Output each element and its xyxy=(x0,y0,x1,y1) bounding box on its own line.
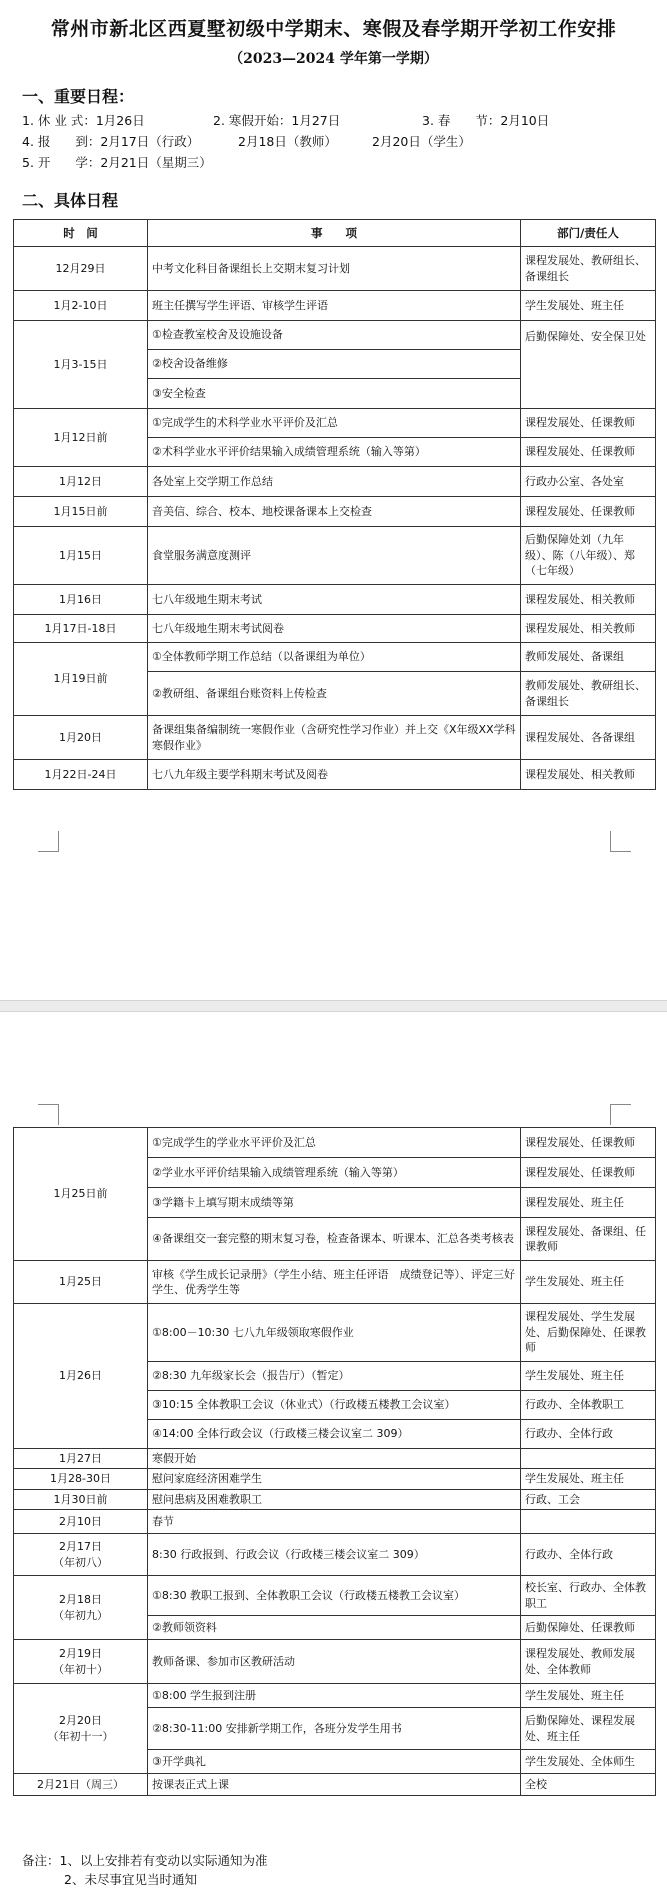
cell-dept: 课程发展处、相关教师 xyxy=(521,585,656,615)
section-heading-schedule: 二、具体日程 xyxy=(22,191,119,210)
cell-time: 1月12日前 xyxy=(14,409,148,467)
cell-item: ③10:15 全体教职工会议（休业式）（行政楼五楼教工会议室） xyxy=(148,1391,521,1420)
cell-dept: 后勤保障处刘（九年级）、陈（八年级）、郑（七年级） xyxy=(521,527,656,585)
table-row xyxy=(14,467,656,497)
cell-item: 中考文化科目备课组长上交期末复习计划 xyxy=(148,247,521,291)
time-lunar: （年初八） xyxy=(53,1555,108,1569)
cell-dept: 全校 xyxy=(521,1774,656,1796)
cell-time xyxy=(14,1576,148,1640)
cell-dept: 学生发展处、班主任 xyxy=(521,1261,656,1304)
cell-item: 教师备课、参加市区教研活动 xyxy=(148,1640,521,1684)
cell-dept: 后勤保障处、课程发展处、班主任 xyxy=(521,1708,656,1750)
cell-dept: 教师发展处、备课组 xyxy=(521,643,656,672)
table-row xyxy=(14,615,656,643)
time-lunar: （年初十） xyxy=(53,1662,108,1676)
cell-dept: 课程发展处、任课教师 xyxy=(521,497,656,527)
date-item-spring-festival: 3. 春 节：2月10日 xyxy=(422,113,550,128)
time-lunar: （年初十一） xyxy=(47,1729,114,1743)
cell-time: 2月10日 xyxy=(14,1510,148,1534)
cell-time: 1月15日前 xyxy=(14,497,148,527)
cell-dept: 课程发展处、教师发展处、全体教师 xyxy=(521,1640,656,1684)
cell-time: 1月25日前 xyxy=(14,1128,148,1261)
cell-dept: 行政办、全体教职工 xyxy=(521,1391,656,1420)
cell-time: 2月21日（周三） xyxy=(14,1774,148,1796)
page-corner-mark xyxy=(610,831,631,852)
cell-time xyxy=(14,1640,148,1684)
document-subtitle: （2023—2024 学年第一学期） xyxy=(229,51,438,67)
cell-item: 审核《学生成长记录册》（学生小结、班主任评语 成绩登记等）、评定三好学生、优秀学生等 xyxy=(148,1261,521,1304)
cell-item: ①8:00 学生报到注册 xyxy=(148,1684,521,1708)
cell-item: ②教师领资料 xyxy=(148,1616,521,1640)
cell-item: ③学籍卡上填写期末成绩等第 xyxy=(148,1188,521,1218)
table-row xyxy=(14,1684,656,1708)
cell-item: 音美信、综合、校本、地校课备课本上交检查 xyxy=(148,497,521,527)
cell-item: 慰问患病及困难教职工 xyxy=(148,1489,521,1509)
table-row xyxy=(14,1640,656,1684)
cell-dept: 课程发展处、任课教师 xyxy=(521,1128,656,1158)
cell-dept: 课程发展处、班主任 xyxy=(521,1188,656,1218)
header-dept: 部门/责任人 xyxy=(521,220,656,247)
cell-dept: 后勤保障处、安全保卫处 xyxy=(521,321,656,409)
schedule-table-part1 xyxy=(13,219,656,790)
cell-dept: 课程发展处、任课教师 xyxy=(521,438,656,467)
cell-dept: 课程发展处、任课教师 xyxy=(521,1158,656,1188)
cell-time: 1月25日 xyxy=(14,1261,148,1304)
cell-time: 1月22日-24日 xyxy=(14,760,148,790)
cell-time: 1月15日 xyxy=(14,527,148,585)
cell-dept: 课程发展处、教研组长、备课组长 xyxy=(521,247,656,291)
cell-dept: 课程发展处、相关教师 xyxy=(521,615,656,643)
date-item-winter-break: 2. 寒假开始：1月27日 xyxy=(213,113,341,128)
table-row xyxy=(14,585,656,615)
table-row xyxy=(14,247,656,291)
cell-dept: 学生发展处、班主任 xyxy=(521,1684,656,1708)
cell-item: 寒假开始 xyxy=(148,1449,521,1469)
cell-dept xyxy=(521,1510,656,1534)
cell-item: ①完成学生的学业水平评价及汇总 xyxy=(148,1128,521,1158)
cell-dept: 校长室、行政办、全体教职工 xyxy=(521,1576,656,1616)
table-row xyxy=(14,1510,656,1534)
table-row xyxy=(14,1576,656,1616)
time-date: 2月18日 xyxy=(59,1593,102,1607)
time-lunar: （年初九） xyxy=(53,1608,108,1622)
table-row xyxy=(14,1489,656,1509)
cell-time: 1月19日前 xyxy=(14,643,148,716)
table-row xyxy=(14,760,656,790)
cell-item: 8:30 行政报到、行政会议（行政楼三楼会议室二 309） xyxy=(148,1534,521,1576)
cell-dept: 行政办、全体行政 xyxy=(521,1534,656,1576)
cell-dept: 学生发展处、班主任 xyxy=(521,1469,656,1489)
table-row xyxy=(14,527,656,585)
cell-dept: 学生发展处、班主任 xyxy=(521,291,656,321)
document-title: 常州市新北区西夏墅初级中学期末、寒假及春学期开学初工作安排 xyxy=(50,18,617,40)
date-item-report-teachers: 2月18日（教师） xyxy=(238,134,337,149)
cell-time xyxy=(14,1684,148,1774)
cell-item: ④14:00 全体行政会议（行政楼三楼会议室二 309） xyxy=(148,1420,521,1449)
table-row xyxy=(14,1774,656,1796)
cell-item: ④备课组交一套完整的期末复习卷，检查备课本、听课本、汇总各类考核表 xyxy=(148,1218,521,1261)
cell-item: ②8:30 九年级家长会（报告厅）（暂定） xyxy=(148,1362,521,1391)
header-time: 时 间 xyxy=(14,220,148,247)
cell-time: 1月12日 xyxy=(14,467,148,497)
cell-time: 1月17日-18日 xyxy=(14,615,148,643)
cell-item: 按课表正式上课 xyxy=(148,1774,521,1796)
cell-dept: 后勤保障处、任课教师 xyxy=(521,1616,656,1640)
schedule-table-part2 xyxy=(13,1127,656,1796)
cell-item: 班主任撰写学生评语、审核学生评语 xyxy=(148,291,521,321)
cell-item: 各处室上交学期工作总结 xyxy=(148,467,521,497)
cell-item: 食堂服务满意度测评 xyxy=(148,527,521,585)
cell-item: ③安全检查 xyxy=(148,379,521,409)
table-row xyxy=(14,1261,656,1304)
cell-dept: 课程发展处、任课教师 xyxy=(521,409,656,438)
table-row xyxy=(14,643,656,672)
note-line-2: 2、未尽事宜见当时通知 xyxy=(64,1872,197,1887)
cell-item: 备课组集备编制统一寒假作业（含研究性学习作业）并上交《X年级XX学科寒假作业》 xyxy=(148,716,521,760)
cell-dept: 行政办公室、各处室 xyxy=(521,467,656,497)
cell-time: 1月26日 xyxy=(14,1304,148,1449)
cell-item: ①完成学生的术科学业水平评价及汇总 xyxy=(148,409,521,438)
cell-dept: 课程发展处、备课组、任课教师 xyxy=(521,1218,656,1261)
table-row xyxy=(14,716,656,760)
cell-item: ①8:30 教职工报到、全体教职工会议（行政楼五楼教工会议室） xyxy=(148,1576,521,1616)
cell-item: ②校舍设备维修 xyxy=(148,350,521,379)
cell-dept: 课程发展处、各备课组 xyxy=(521,716,656,760)
date-item-closing-ceremony: 1. 休 业 式：1月26日 xyxy=(22,113,145,128)
cell-time: 1月28-30日 xyxy=(14,1469,148,1489)
cell-item: 慰问家庭经济困难学生 xyxy=(148,1469,521,1489)
page-corner-mark xyxy=(38,831,59,852)
time-date: 2月19日 xyxy=(59,1647,102,1661)
cell-dept xyxy=(521,1449,656,1469)
table-header-row xyxy=(14,220,656,247)
cell-time: 1月16日 xyxy=(14,585,148,615)
table-row xyxy=(14,1469,656,1489)
date-item-report-admin: 4. 报 到：2月17日（行政） xyxy=(22,134,200,149)
table-row xyxy=(14,497,656,527)
cell-dept: 课程发展处、学生发展处、后勤保障处、任课教师 xyxy=(521,1304,656,1362)
cell-item: 七八年级地生期末考试阅卷 xyxy=(148,615,521,643)
cell-time: 12月29日 xyxy=(14,247,148,291)
document-page-2 xyxy=(0,1012,667,1893)
header-item: 事 项 xyxy=(148,220,521,247)
time-date: 2月20日 xyxy=(59,1714,102,1728)
cell-dept: 教师发展处、教研组长、备课组长 xyxy=(521,672,656,716)
cell-time: 1月30日前 xyxy=(14,1489,148,1509)
time-date: 2月17日 xyxy=(59,1540,102,1554)
page-separator xyxy=(0,1000,667,1012)
cell-item: ②学业水平评价结果输入成绩管理系统（输入等第） xyxy=(148,1158,521,1188)
section-heading-important: 一、重要日程： xyxy=(22,87,135,106)
table-row xyxy=(14,1534,656,1576)
cell-time: 1月2-10日 xyxy=(14,291,148,321)
cell-item: ①检查教室校舍及设施设备 xyxy=(148,321,521,350)
cell-dept: 行政、工会 xyxy=(521,1489,656,1509)
cell-dept: 学生发展处、全体师生 xyxy=(521,1750,656,1774)
cell-time: 1月3-15日 xyxy=(14,321,148,409)
page-corner-mark xyxy=(610,1104,631,1125)
cell-time xyxy=(14,1534,148,1576)
cell-item: 春节 xyxy=(148,1510,521,1534)
cell-time: 1月27日 xyxy=(14,1449,148,1469)
cell-dept: 学生发展处、班主任 xyxy=(521,1362,656,1391)
cell-dept: 课程发展处、相关教师 xyxy=(521,760,656,790)
cell-item: 七八九年级主要学科期末考试及阅卷 xyxy=(148,760,521,790)
date-item-report-students: 2月20日（学生） xyxy=(372,134,471,149)
cell-dept: 行政办、全体行政 xyxy=(521,1420,656,1449)
table-row xyxy=(14,409,656,438)
cell-item: ①8:00－10:30 七八九年级领取寒假作业 xyxy=(148,1304,521,1362)
cell-item: 七八年级地生期末考试 xyxy=(148,585,521,615)
table-row xyxy=(14,1449,656,1469)
table-row xyxy=(14,321,656,350)
cell-item: ②8:30-11:00 安排新学期工作，各班分发学生用书 xyxy=(148,1708,521,1750)
cell-item: ②术科学业水平评价结果输入成绩管理系统（输入等第） xyxy=(148,438,521,467)
cell-item: ①全体教师学期工作总结（以备课组为单位） xyxy=(148,643,521,672)
cell-item: ③开学典礼 xyxy=(148,1750,521,1774)
page-corner-mark xyxy=(38,1104,59,1125)
note-line-1: 备注：1、以上安排若有变动以实际通知为准 xyxy=(22,1853,268,1868)
cell-item: ②教研组、备课组台账资料上传检查 xyxy=(148,672,521,716)
table-row xyxy=(14,291,656,321)
table-row xyxy=(14,1304,656,1362)
table-row xyxy=(14,1128,656,1158)
date-item-school-start: 5. 开 学：2月21日（星期三） xyxy=(22,155,212,170)
cell-time: 1月20日 xyxy=(14,716,148,760)
